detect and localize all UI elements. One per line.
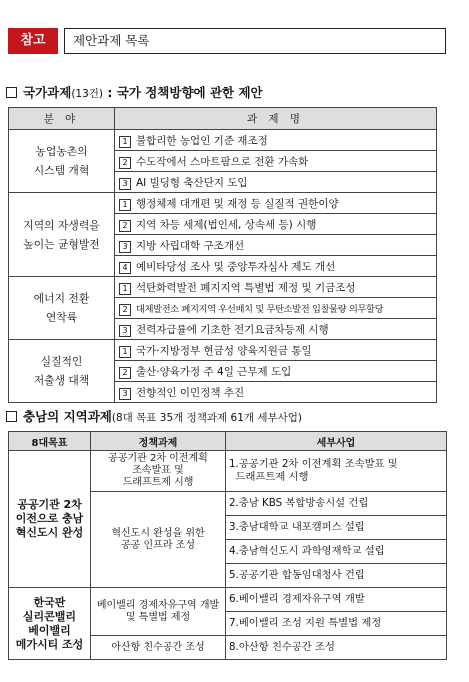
column-header-task: 과 제 명 xyxy=(115,108,437,130)
square-bullet-icon xyxy=(6,87,17,98)
task-item: 3 지방 사립대학 구조개선 xyxy=(115,235,437,256)
task-item: 2 대체발전소 폐지지역 우선배치 및 무탄소발전 입찰물량 의무할당 xyxy=(115,298,437,319)
national-task-table xyxy=(8,107,437,403)
document-title: 제안과제 목록 xyxy=(64,28,446,54)
project-cell: 2.충남 KBS 복합방송시설 건립 xyxy=(226,492,447,516)
field-cell: 에너지 전환 연착륙 xyxy=(9,277,115,340)
column-header-goal: 8대목표 xyxy=(9,432,91,451)
column-header-field: 분 야 xyxy=(9,108,115,130)
column-header-project: 세부사업 xyxy=(226,432,447,451)
project-cell: 1.공공기관 2차 이전계획 조속발표 및 드래프트제 시행 xyxy=(226,451,447,492)
policy-cell: 혁신도시 완성을 위한 공공 인프라 조성 xyxy=(91,492,226,588)
task-item: 1 석탄화력발전 폐지지역 특별법 제정 및 기금조성 xyxy=(115,277,437,298)
goal-cell: 한국판 실리콘밸리 베이밸리 메가시티 조성 xyxy=(9,588,91,660)
policy-cell: 아산항 친수공간 조성 xyxy=(91,636,226,660)
square-bullet-icon xyxy=(6,411,17,422)
project-cell: 3.충남대학교 내포캠퍼스 설립 xyxy=(226,516,447,540)
task-item: 1 행정체제 대개편 및 재정 등 실질적 권한이양 xyxy=(115,193,437,214)
regional-task-table xyxy=(8,431,447,660)
column-header-policy: 정책과제 xyxy=(91,432,226,451)
task-item: 4 예비타당성 조사 및 중앙투자심사 제도 개선 xyxy=(115,256,437,277)
project-cell: 5.공공기관 합동임대청사 건립 xyxy=(226,564,447,588)
section1-heading: 국가과제(13건) : 국가 정책방향에 관한 제안 xyxy=(6,83,263,101)
policy-cell: 베이밸리 경제자유구역 개발 및 특별법 제정 xyxy=(91,588,226,636)
task-item: 1 불합리한 농업인 기준 재조정 xyxy=(115,130,437,151)
field-cell: 지역의 자생력을 높이는 균형발전 xyxy=(9,193,115,277)
reference-tag: 참고 xyxy=(8,28,58,54)
project-cell: 6.베이밸리 경제자유구역 개발 xyxy=(226,588,447,612)
task-item: 3 전향적인 이민정책 추진 xyxy=(115,382,437,403)
goal-cell: 공공기관 2차 이전으로 충남 혁신도시 완성 xyxy=(9,451,91,588)
project-cell: 4.충남혁신도시 과학영재학교 설립 xyxy=(226,540,447,564)
task-item: 1 국가·지방정부 현금성 양육지원금 통일 xyxy=(115,340,437,361)
policy-cell: 공공기관 2차 이전계획 조속발표 및 드래프트제 시행 xyxy=(91,451,226,492)
project-cell: 8.아산항 친수공간 조성 xyxy=(226,636,447,660)
task-item: 2 수도작에서 스마트팜으로 전환 가속화 xyxy=(115,151,437,172)
project-cell: 7.베이밸리 조성 지원 특별법 제정 xyxy=(226,612,447,636)
task-item: 2 출산·양육가정 주 4일 근무제 도입 xyxy=(115,361,437,382)
section2-heading: 충남의 지역과제(8대 목표 35개 정책과제 61개 세부사업) xyxy=(6,407,302,425)
task-item: 3 AI 빌딩형 축산단지 도입 xyxy=(115,172,437,193)
field-cell: 농업농촌의 시스템 개혁 xyxy=(9,130,115,193)
field-cell: 실질적인 저출생 대책 xyxy=(9,340,115,403)
task-item: 2 지역 차등 세제(법인세, 상속세 등) 시행 xyxy=(115,214,437,235)
task-item: 3 전력자급률에 기초한 전기요금차등제 시행 xyxy=(115,319,437,340)
document-header xyxy=(8,28,436,54)
